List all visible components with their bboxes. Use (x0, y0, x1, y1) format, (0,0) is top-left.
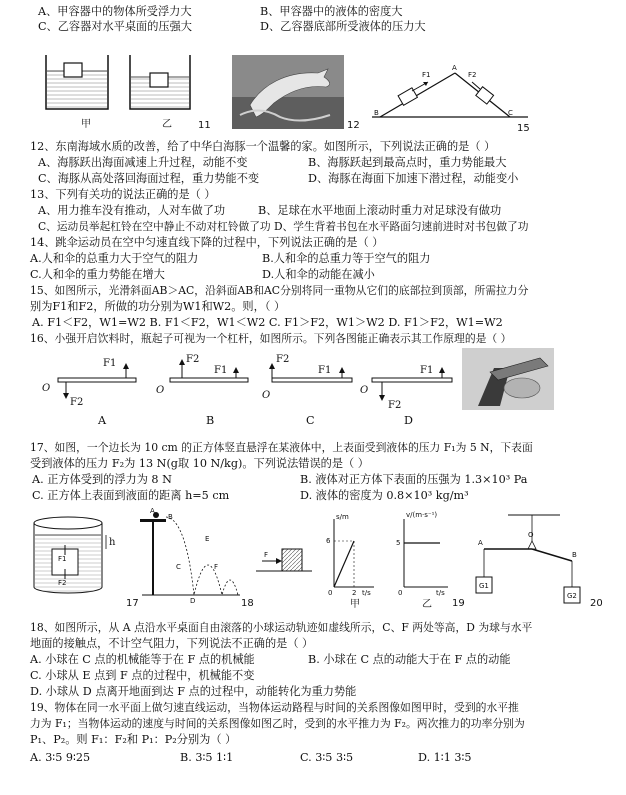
q18-option-a: A. 小球在 C 点的机械能等于在 F 点的机械能 (30, 653, 255, 666)
q16-opener-photo (462, 348, 554, 410)
q16-c-label-o: O (262, 390, 271, 401)
figure-12-dolphin-photo (232, 55, 344, 129)
figure-row-1 (0, 45, 626, 145)
graph-yi-xlabel: t/s (436, 589, 445, 597)
figure-17-label-h: h (109, 537, 116, 548)
q17-stem-line2: 受到液体的压力 F₂为 13 N(g取 10 N/kg)。下列说法错误的是（ ） (30, 457, 369, 470)
figure-18-label-d: D (190, 597, 196, 605)
q16-d-label-o: O (360, 385, 369, 396)
figure-18-label-e: E (205, 535, 210, 543)
graph-jia-ylabel: s/m (336, 513, 349, 521)
figure-19-graph-jia (334, 519, 374, 587)
q19-stem-line3: P₁、P₂。则 F₁：F₂和 P₁：P₂分别为（ ） (30, 733, 237, 746)
q19-stem-line2: 力为 F₁；当物体运动的速度与时间的关系图像如图乙时，受到的水平推力为 F₂。两次推力的功率分别为 (30, 717, 525, 730)
q19-option-c: C. 3∶5 3∶5 (300, 751, 354, 764)
figure-15-label-c: C (508, 109, 513, 117)
figure-18-number: 18 (241, 598, 254, 609)
q17-option-a: A. 正方体受到的浮力为 8 N (32, 473, 172, 486)
q13-option-a: A、用力推车没有推动，人对车做了功 (38, 204, 226, 217)
q12-option-b: B、海豚跃起到最高点时，重力势能最大 (308, 156, 507, 169)
q11-option-b: B、甲容器中的液体的密度大 (260, 5, 403, 18)
q17-stem-line1: 17、如图，一个边长为 10 cm 的正方体竖直悬浮在某液体中，上表面受到液体的压力 F₁为 5 N，下表面 (30, 441, 533, 454)
q17-option-c: C. 正方体上表面到液面的距离 h=5 cm (32, 489, 230, 502)
q16-lever-figures (0, 348, 626, 448)
q19-option-a: A. 3∶5 9∶25 (30, 751, 91, 764)
q12-stem: 12、东南海域水质的改善，给了中华白海豚一个温馨的家。如图所示，下列说法正确的是（ ） (30, 140, 496, 153)
q16-b-label-f2: F2 (186, 354, 200, 365)
q19-option-b: B. 3∶5 1∶1 (180, 751, 234, 764)
q16-figure-a (58, 363, 136, 399)
q14-option-a: A.人和伞的总重力大于空气的阻力 (30, 252, 199, 265)
figure-17-number: 17 (126, 598, 139, 609)
q16-d-label-f2: F2 (388, 400, 402, 411)
figure-17-label-f1: F1 (58, 555, 67, 563)
figure-19-graph-yi (404, 519, 448, 587)
figure-19-number: 19 (452, 598, 465, 609)
q14-option-c: C.人和伞的重力势能在增大 (30, 268, 165, 281)
q18-option-b: B. 小球在 C 点的动能大于在 F 点的动能 (308, 653, 511, 666)
q15-options: A. F1＜F2，W1=W2 B. F1＜F2，W1＜W2 C. F1＞F2，W1＞W2 D. F1＞F2，W1=W2 (32, 316, 503, 329)
q16-c-label-f2: F2 (276, 354, 290, 365)
figure-15-label-a: A (452, 64, 457, 72)
figure-15-label-f2: F2 (468, 71, 477, 79)
graph-jia-xlabel: t/s (362, 589, 371, 597)
q16-a-label-f2: F2 (70, 397, 84, 408)
figure-18-label-c: C (176, 563, 181, 571)
q12-option-d: D、海豚在海面下加速下潜过程，动能变小 (308, 172, 519, 185)
q16-d-letter: D (404, 414, 413, 427)
figure-11-label-yi: 乙 (162, 119, 172, 130)
figure-18-label-b: B (168, 513, 173, 521)
figure-20-number: 20 (590, 598, 603, 609)
q13-stem: 13、下列有关功的说法正确的是（ ） (30, 188, 216, 201)
figure-11-label-jia: 甲 (81, 119, 91, 130)
q14-option-d: D.人和伞的动能在减小 (262, 268, 375, 281)
graph-yi-xtick0: 0 (398, 589, 403, 597)
q16-figure-d (372, 367, 452, 401)
figure-19-label-f: F (264, 551, 269, 559)
q18-stem-line2: 地面的接触点，不计空气阻力，下列说法不正确的是（ ） (30, 637, 314, 650)
figure-20-label-g1: G1 (479, 582, 489, 590)
graph-jia-xtick0: 0 (328, 589, 333, 597)
graph-jia-xtick: 2 (352, 589, 357, 597)
q13-option-cd: C、运动员举起杠铃在空中静止不动对杠铃做了功 D、学生背着书包在水平路面匀速前进时对书包做了功 (38, 220, 529, 233)
q16-a-label-f1: F1 (103, 358, 117, 369)
figure-15-label-f1: F1 (422, 71, 431, 79)
q16-stem: 16、小强开启饮料时，瓶起子可视为一个杠杆，如图所示。下列各图能正确表示其工作原理的是（ ） (30, 332, 512, 345)
q16-c-letter: C (306, 414, 315, 427)
figure-15-number: 15 (517, 123, 530, 134)
q12-option-c: C、海豚从高处落回海面过程，重力势能不变 (38, 172, 260, 185)
graph-yi-ytick: 5 (396, 539, 401, 547)
q11-option-d: D、乙容器底部所受液体的压力大 (260, 20, 426, 33)
q16-d-label-f1: F1 (420, 365, 434, 376)
q17-option-b: B. 液体对正方体下表面的压强为 1.3×10³ Pa (300, 473, 528, 486)
figure-20-label-a: A (478, 539, 483, 547)
q16-b-label-o: O (156, 385, 165, 396)
q16-figure-b (170, 359, 248, 382)
graph-jia-ytick: 6 (326, 537, 331, 545)
figure-17-label-f2: F2 (58, 579, 67, 587)
figure-18-label-a: A (150, 507, 155, 515)
q19-stem-line1: 19、物体在同一水平面上做匀速直线运动，当物体运动路程与时间的关系图像如图甲时，受到的水平推 (30, 701, 519, 714)
q16-b-letter: B (206, 414, 215, 427)
q14-option-b: B.人和伞的总重力等于空气的阻力 (262, 252, 431, 265)
q13-option-b: B、足球在水平地面上滚动时重力对足球没有做功 (258, 204, 502, 217)
q16-a-letter: A (98, 414, 107, 427)
figure-15-label-b: B (374, 109, 379, 117)
q14-stem: 14、跳伞运动员在空中匀速直线下降的过程中，下列说法正确的是（ ） (30, 236, 384, 249)
q16-b-label-f1: F1 (214, 365, 228, 376)
q15-stem-line1: 15、如图所示，光滑斜面AB＞AC，沿斜面AB和AC分别将同一重物从它们的底部拉到顶部，所需拉力分 (30, 284, 529, 297)
q16-c-label-f1: F1 (318, 365, 332, 376)
figure-17-beaker (34, 517, 106, 593)
q18-stem-line1: 18、如图所示，从 A 点沿水平桌面自由滚落的小球运动轨迹如虚线所示，C、F 两处等高，D 为球与水平 (30, 621, 533, 634)
figure-12-number: 12 (347, 120, 360, 131)
q15-stem-line2: 别为F1和F2，所做的功分别为W1和W2。则，（ ） (30, 300, 286, 313)
q12-option-a: A、海豚跃出海面减速上升过程，动能不变 (38, 156, 248, 169)
figure-20-label-o: O (528, 531, 534, 539)
figure-row-2 (0, 505, 626, 615)
figure-11-number: 11 (198, 120, 211, 131)
q19-option-d: D. 1∶1 3∶5 (418, 751, 472, 764)
graph-yi-ylabel: v/(m·s⁻¹) (406, 511, 438, 519)
q18-option-c: C. 小球从 E 点到 F 点的过程中，机械能不变 (30, 669, 255, 682)
graph-yi-caption: 乙 (422, 599, 432, 610)
q11-option-c: C、乙容器对水平桌面的压强大 (38, 20, 192, 33)
q18-option-d: D. 小球从 D 点离开地面到达 F 点的过程中，动能转化为重力势能 (30, 685, 357, 698)
q11-option-a: A、甲容器中的物体所受浮力大 (38, 5, 192, 18)
figure-20-lever (476, 515, 580, 603)
figure-15-incline (372, 73, 528, 117)
figure-18-trajectory (140, 512, 240, 595)
figure-11-containers (46, 55, 190, 109)
q16-a-label-o: O (42, 383, 51, 394)
q17-option-d: D. 液体的密度为 0.8×10³ kg/m³ (300, 489, 469, 502)
figure-20-label-g2: G2 (567, 592, 577, 600)
graph-jia-caption: 甲 (350, 599, 360, 610)
figure-18-label-f: F (214, 563, 219, 571)
figure-20-label-b: B (572, 551, 577, 559)
